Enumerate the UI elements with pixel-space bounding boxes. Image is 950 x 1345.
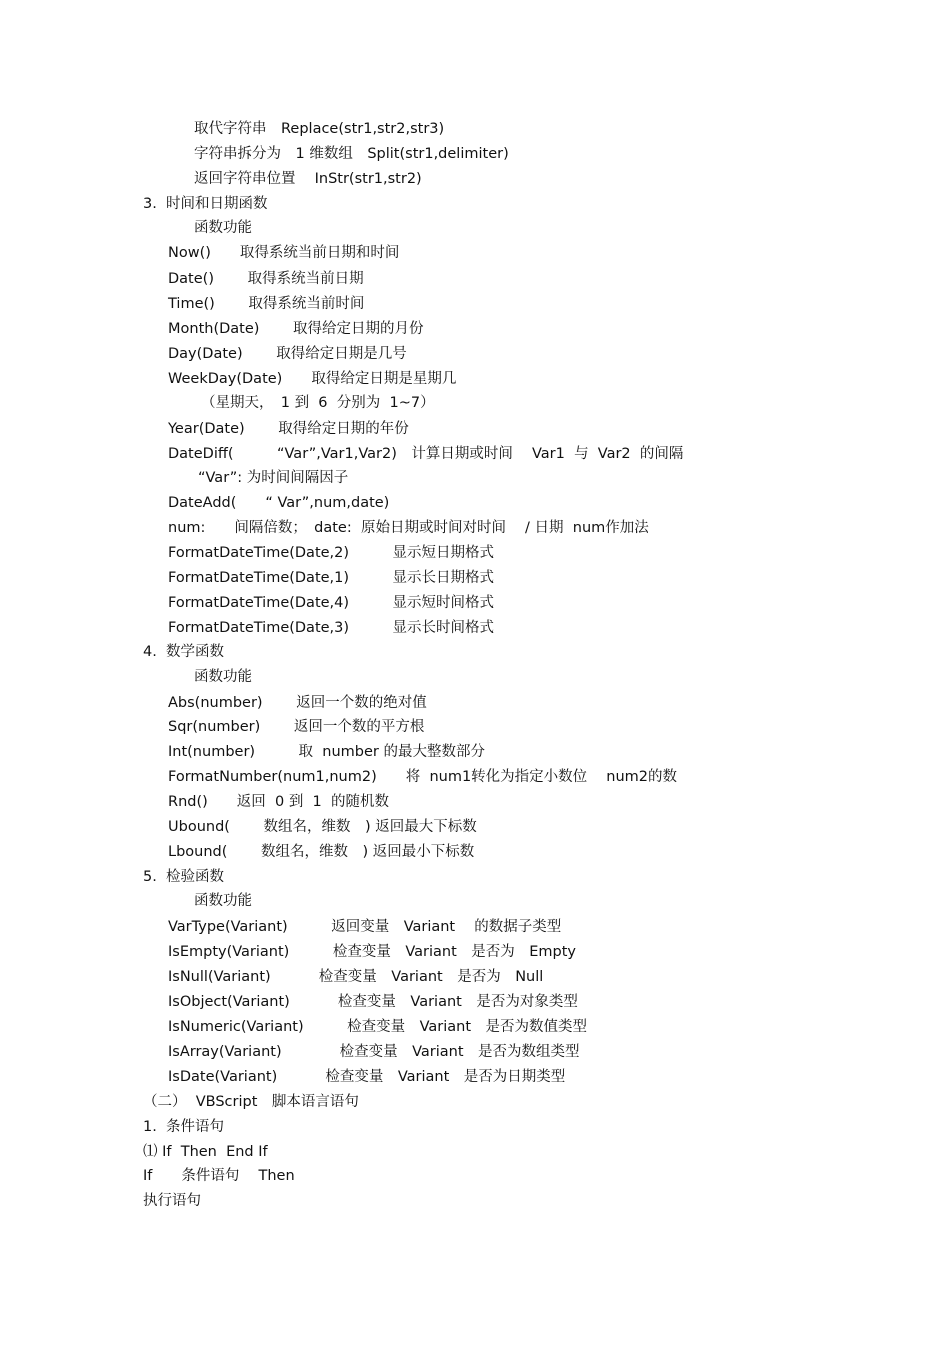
line-lbound: Lbound( 数组名，维数 ) 返回最小下标数 [168, 844, 475, 860]
line-now: Now() 取得系统当前日期和时间 [168, 245, 400, 261]
line-isdate: IsDate(Variant) 检查变量 Variant 是否为日期类型 [168, 1069, 566, 1085]
line-vartype: VarType(Variant) 返回变量 Variant 的数据子类型 [168, 919, 562, 935]
section-heading-datetime: 3. 时间和日期函数 [143, 196, 268, 212]
line-day: Day(Date) 取得给定日期是几号 [168, 346, 407, 362]
line-isobject: IsObject(Variant) 检查变量 Variant 是否为对象类型 [168, 994, 578, 1010]
line-if-condition: If 条件语句 Then [143, 1168, 295, 1184]
line-num: num: 间隔倍数； date: 原始日期或时间对时间 / 日期 num作加法 [168, 520, 649, 536]
section-heading-vbscript: （二） VBScript 脚本语言语句 [143, 1094, 359, 1110]
column-header: 函数功能 [194, 669, 252, 685]
line-formatdatetime-2: FormatDateTime(Date,2) 显示短日期格式 [168, 545, 495, 561]
line-year: Year(Date) 取得给定日期的年份 [168, 421, 409, 437]
line-weekday: WeekDay(Date) 取得给定日期是星期几 [168, 371, 457, 387]
line-isnull: IsNull(Variant) 检查变量 Variant 是否为 Null [168, 969, 544, 985]
line-isnumeric: IsNumeric(Variant) 检查变量 Variant 是否为数值类型 [168, 1019, 588, 1035]
line-isarray: IsArray(Variant) 检查变量 Variant 是否为数组类型 [168, 1044, 580, 1060]
line-date: Date() 取得系统当前日期 [168, 271, 364, 287]
section-heading-check: 5. 检验函数 [143, 869, 225, 885]
line-isempty: IsEmpty(Variant) 检查变量 Variant 是否为 Empty [168, 944, 577, 960]
line-dateadd: DateAdd( “ Var”,num,date) [168, 495, 390, 511]
line-formatdatetime-3: FormatDateTime(Date,3) 显示长时间格式 [168, 620, 495, 636]
line-int: Int(number) 取 number 的最大整数部分 [168, 744, 485, 760]
line-sqr: Sqr(number) 返回一个数的平方根 [168, 719, 425, 735]
line-formatdatetime-4: FormatDateTime(Date,4) 显示短时间格式 [168, 595, 495, 611]
line-datediff: DateDiff( “Var”,Var1,Var2) 计算日期或时间 Var1 与 Var2 的间隔 [168, 446, 684, 462]
line-if-then-endif: ⑴ If Then End If [143, 1144, 268, 1160]
line-ubound: Ubound( 数组名，维数 ) 返回最大下标数 [168, 819, 477, 835]
section-heading-math: 4. 数学函数 [143, 644, 225, 660]
line-instr: 返回字符串位置 InStr(str1,str2) [194, 171, 422, 187]
line-split: 字符串拆分为 1 维数组 Split(str1,delimiter) [194, 146, 509, 162]
line-formatdatetime-1: FormatDateTime(Date,1) 显示长日期格式 [168, 570, 495, 586]
line-replace: 取代字符串 Replace(str1,str2,str3) [194, 121, 445, 137]
line-rnd: Rnd() 返回 0 到 1 的随机数 [168, 794, 389, 810]
column-header: 函数功能 [194, 220, 252, 236]
column-header: 函数功能 [194, 893, 252, 909]
note-var: “Var”: 为时间间隔因子 [198, 470, 349, 486]
line-abs: Abs(number) 返回一个数的绝对值 [168, 695, 427, 711]
line-time: Time() 取得系统当前时间 [168, 296, 365, 312]
line-formatnumber: FormatNumber(num1,num2) 将 num1转化为指定小数位 num2的数 [168, 769, 678, 785]
note-weekday: （星期天， 1 到 6 分别为 1~7） [201, 395, 435, 411]
line-exec-statement: 执行语句 [143, 1193, 201, 1209]
subheading-conditional: 1. 条件语句 [143, 1119, 225, 1135]
line-month: Month(Date) 取得给定日期的月份 [168, 321, 424, 337]
